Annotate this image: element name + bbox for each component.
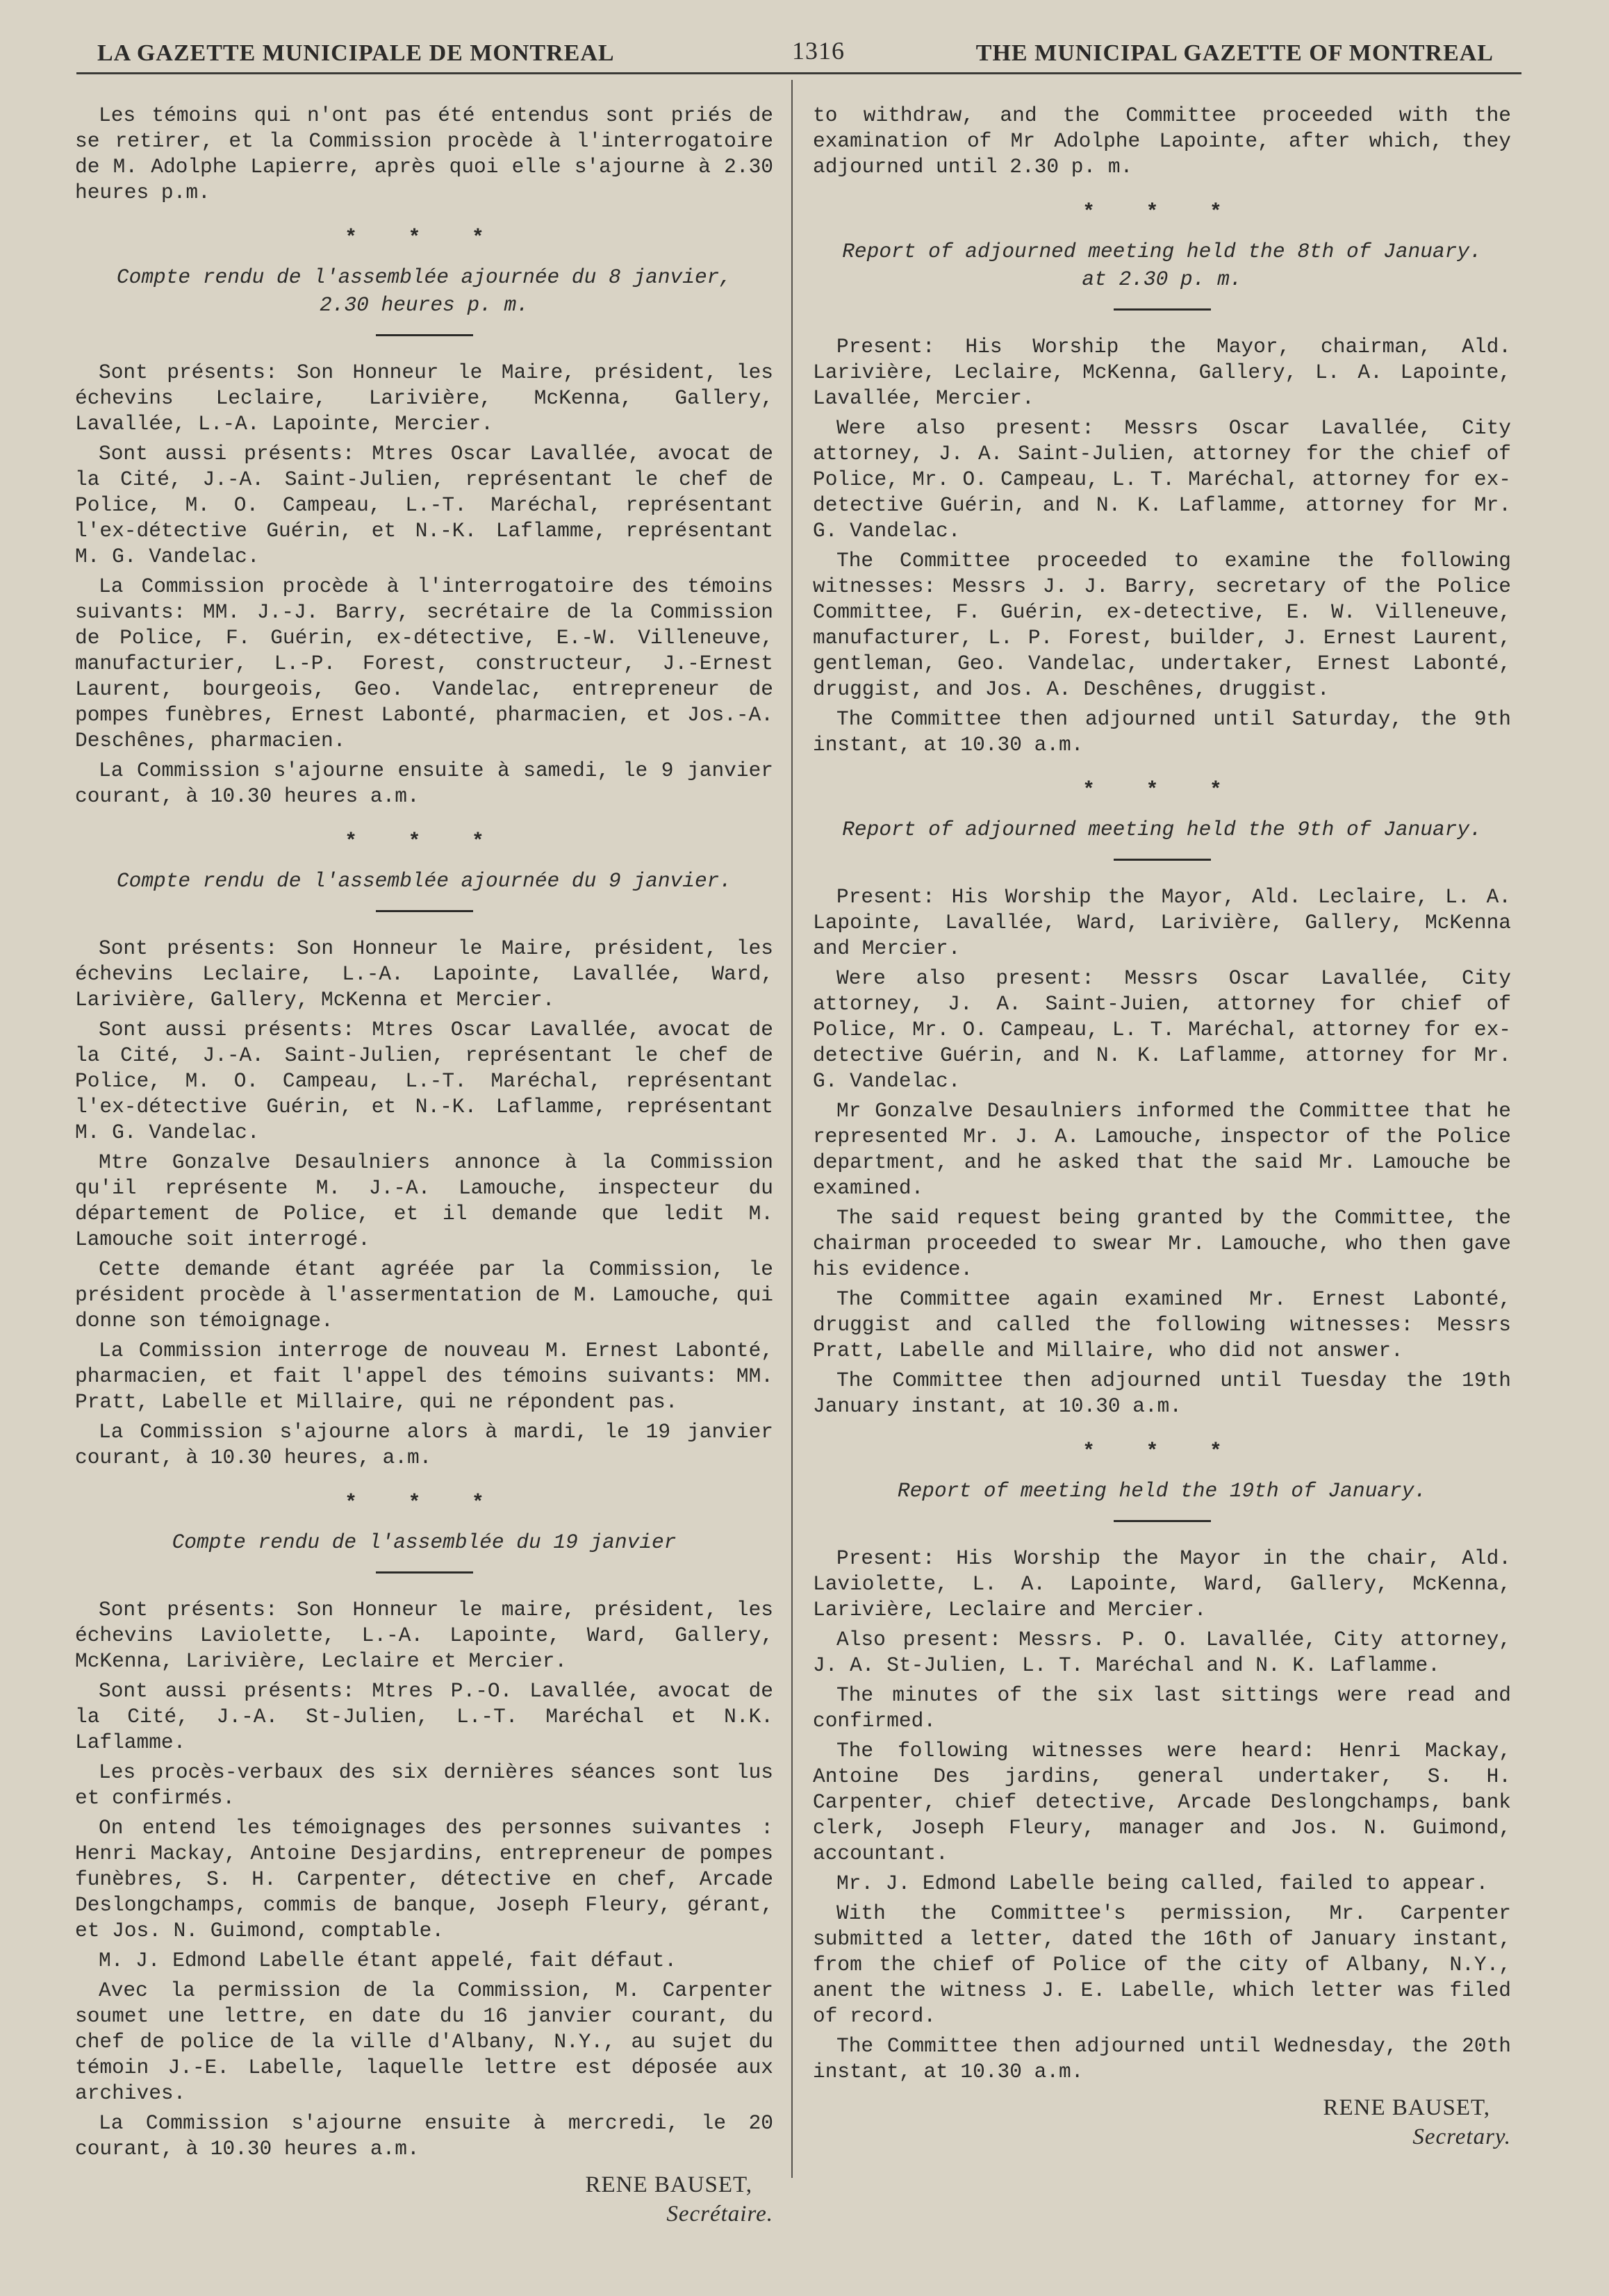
fr-paragraph: Sont aussi présents: Mtres Oscar Lavallée, avocat de la Cité, J.-A. Saint-Julien, représentant le chef de Police, M. O. Campeau, L.-T. Maréchal, représentant l'ex-détective Guérin, et N.-K. Laflamme, représentant M. G. Vandelac.: [75, 442, 773, 568]
section-separator: * * *: [345, 829, 504, 853]
title-rule: [376, 1571, 473, 1574]
fr-paragraph: Avec la permission de la Commission, M. Carpenter soumet une lettre, en date du 16 janvier courant, du chef de police de la ville d'Albany, N.Y., au sujet du témoin J.-E. Labelle, laquelle lettre est déposée aux archives.: [75, 1979, 773, 2105]
title-rule: [1114, 859, 1211, 861]
fr-section-title-9-jan: Compte rendu de l'assemblée ajournée du 9 janvier.: [116, 869, 732, 893]
header-title-french: LA GAZETTE MUNICIPALE DE MONTREAL: [97, 40, 615, 66]
en-section-title-9-jan: Report of adjourned meeting held the 9th of January.: [842, 818, 1482, 841]
en-paragraph: The Committee then adjourned until Wednesday, the 20th instant, at 10.30 a.m.: [813, 2034, 1511, 2083]
en-paragraph: Present: His Worship the Mayor, chairman, Ald. Larivière, Leclaire, McKenna, Gallery, L. A. Lapointe, Lavallée, Mercier.: [813, 335, 1511, 410]
en-paragraph: The Committee then adjourned until Tuesday the 19th January instant, at 10.30 a.m.: [813, 1369, 1511, 1418]
section-separator: * * *: [1082, 200, 1241, 224]
page-number: 1316: [792, 37, 845, 65]
en-section-title-19-jan: Report of meeting held the 19th of January.: [897, 1479, 1427, 1503]
section-separator: * * *: [1082, 1439, 1241, 1463]
section-separator: * * *: [345, 226, 504, 249]
fr-paragraph: Cette demande étant agréée par la Commission, le président procède à l'assermentation de M. Lamouche, qui donne son témoignage.: [75, 1257, 773, 1332]
title-rule: [376, 910, 473, 912]
title-rule: [1114, 308, 1211, 311]
fr-paragraph: Sont présents: Son Honneur le Maire, président, les échevins Leclaire, L.-A. Lapointe, Lavallée, Ward, Larivière, Gallery, McKenna et Mercier.: [75, 936, 773, 1011]
fr-paragraph: La Commission procède à l'interrogatoire des témoins suivants: MM. J.-J. Barry, secrétaire de la Commission de Police, F. Guérin, ex-détective, E.-W. Villeneuve, manufacturier, L.-P. Forest, constructeur, J.-Ernest Laurent, bourgeois, Geo. Vandelac, entrepreneur de pompes funèbres, Ernest Labonté, pharmacien, et Jos.-A. Deschênes, pharmacien.: [75, 575, 773, 752]
fr-paragraph: La Commission s'ajourne ensuite à mercredi, le 20 courant, à 10.30 heures a.m.: [75, 2111, 773, 2161]
fr-section-title-8-jan: Compte rendu de l'assemblée ajournée du 8 janvier, 2.30 heures p. m.: [116, 265, 732, 317]
en-paragraph: Present: His Worship the Mayor, Ald. Leclaire, L. A. Lapointe, Lavallée, Ward, Larivière, Gallery, McKenna and Mercier.: [813, 885, 1511, 960]
en-paragraph: Mr Gonzalve Desaulniers informed the Committee that he represented Mr. J. A. Lamouche, inspector of the Police department, and he asked that the said Mr. Lamouche be examined.: [813, 1099, 1511, 1200]
column-divider: [791, 80, 793, 2178]
fr-paragraph: La Commission s'ajourne alors à mardi, le 19 janvier courant, à 10.30 heures, a.m.: [75, 1420, 773, 1469]
french-column: [75, 103, 773, 2229]
fr-paragraph: Sont aussi présents: Mtres P.-O. Lavallée, avocat de la Cité, J.-A. St-Julien, L.-T. Maréchal et N.K. Laflamme.: [75, 1679, 773, 1754]
signature-role: Secretary.: [1412, 2124, 1511, 2149]
en-paragraph: With the Committee's permission, Mr. Carpenter submitted a letter, dated the 16th of January instant, from the chief of Police of the city of Albany, N.Y., anent the witness J. E. Labelle, which letter was filed of record.: [813, 1901, 1511, 2028]
fr-paragraph: Sont présents: Son Honneur le Maire, président, les échevins Leclaire, Larivière, McKenna, Gallery, Lavallée, L.-A. Lapointe, Mercier.: [75, 361, 773, 436]
en-paragraph: The Committee proceeded to examine the following witnesses: Messrs J. J. Barry, secretary of the Police Committee, F. Guérin, ex-detective, E. W. Villeneuve, manufacturer, L. P. Forest, builder, J. Ernest Laurent, gentleman, Geo. Vandelac, undertaker, Ernest Labonté, druggist, and Jos. A. Deschênes, druggist.: [813, 549, 1511, 701]
en-paragraph: Mr. J. Edmond Labelle being called, failed to appear.: [836, 1872, 1489, 1895]
fr-paragraph: On entend les témoignages des personnes suivantes : Henri Mackay, Antoine Desjardins, entrepreneur de pompes funèbres, S. H. Carpenter, détective en chef, Arcade Deslongchamps, commis de banque, Joseph Fleury, gérant, et Jos. N. Guimond, comptable.: [75, 1816, 773, 1942]
header-title-english: THE MUNICIPAL GAZETTE OF MONTREAL: [975, 40, 1494, 66]
fr-paragraph: La Commission s'ajourne ensuite à samedi, le 9 janvier courant, à 10.30 heures a.m.: [75, 759, 773, 808]
en-paragraph: The following witnesses were heard: Henri Mackay, Antoine Des jardins, general undertaker, S. H. Carpenter, chief detective, Arcade Deslongchamps, bank clerk, Joseph Fleury, manager and Jos. N. Guimond, accountant.: [813, 1739, 1511, 1865]
en-paragraph: Present: His Worship the Mayor in the chair, Ald. Laviolette, L. A. Lapointe, Ward, Gallery, McKenna, Larivière, Leclaire and Mercier.: [813, 1546, 1511, 1621]
fr-signature: [75, 2170, 773, 2229]
section-separator: * * *: [1082, 778, 1241, 802]
fr-paragraph: Sont aussi présents: Mtres Oscar Lavallée, avocat de la Cité, J.-A. Saint-Julien, représentant le chef de Police, M. O. Campeau, L.-T. Maréchal, représentant l'ex-détective Guérin, et N.-K. Laflamme, représentant M. G. Vandelac.: [75, 1018, 773, 1144]
english-column: [813, 103, 1511, 2152]
en-paragraph: The Committee then adjourned until Saturday, the 9th instant, at 10.30 a.m.: [813, 707, 1511, 757]
en-paragraph: Were also present: Messrs Oscar Lavallée, City attorney, J. A. Saint-Juien, attorney for chief of Police, Mr. O. Campeau, L. T. Maréchal, attorney for ex-detective Guérin, and N. K. Laflamme, attorney for Mr. G. Vandelac.: [813, 966, 1511, 1093]
en-signature: [813, 2093, 1511, 2152]
fr-paragraph: M. J. Edmond Labelle étant appelé, fait défaut.: [99, 1949, 677, 1972]
signature-role: Secrétaire.: [666, 2202, 773, 2227]
fr-paragraph: Sont présents: Son Honneur le maire, président, les échevins Laviolette, L.-A. Lapointe, Ward, Gallery, McKenna, Larivière, Leclaire et Mercier.: [75, 1598, 773, 1673]
en-paragraph: The minutes of the six last sittings were read and confirmed.: [813, 1683, 1511, 1733]
en-paragraph: The said request being granted by the Committee, the chairman proceeded to swear Mr. Lamouche, who then gave his evidence.: [813, 1206, 1511, 1281]
fr-paragraph: Mtre Gonzalve Desaulniers annonce à la Commission qu'il représente M. J.-A. Lamouche, inspecteur du département de Police, et il demande que ledit M. Lamouche soit interrogé.: [75, 1150, 773, 1251]
title-rule: [1114, 1520, 1211, 1522]
en-section-title-8-jan: Report of adjourned meeting held the 8th of January. at 2.30 p. m.: [842, 240, 1482, 291]
running-header: [97, 36, 1494, 72]
en-continuation: to withdraw, and the Committee proceeded with the examination of Mr Adolphe Lapointe, after which, they adjourned until 2.30 p. m.: [813, 104, 1511, 179]
fr-continuation: Les témoins qui n'ont pas été entendus sont priés de se retirer, et la Commission procède à l'interrogatoire de M. Adolphe Lapierre, après quoi elle s'ajourne à 2.30 heures p.m.: [75, 104, 773, 204]
fr-section-title-19-jan: Compte rendu de l'assemblée du 19 janvier: [172, 1530, 677, 1554]
en-paragraph: The Committee again examined Mr. Ernest Labonté, druggist and called the following witnesses: Messrs Pratt, Labelle and Millaire, who did not answer.: [813, 1287, 1511, 1362]
title-rule: [376, 334, 473, 336]
signature-name: RENE BAUSET,: [585, 2172, 752, 2197]
signature-name: RENE BAUSET,: [1323, 2095, 1490, 2120]
header-rule: [76, 72, 1521, 74]
fr-paragraph: La Commission interroge de nouveau M. Ernest Labonté, pharmacien, et fait l'appel des témoins suivants: MM. Pratt, Labelle et Millaire, qui ne répondent pas.: [75, 1339, 773, 1414]
en-paragraph: Were also present: Messrs Oscar Lavallée, City attorney, J. A. Saint-Julien, attorney for the chief of Police, Mr. O. Campeau, L. T. Maréchal, attorney for ex-detective Guérin, and N. K. Laflamme, attorney for Mr. G. Vandelac.: [813, 416, 1511, 543]
fr-paragraph: Les procès-verbaux des six dernières séances sont lus et confirmés.: [75, 1760, 773, 1810]
section-separator: * * *: [345, 1491, 504, 1514]
en-paragraph: Also present: Messrs. P. O. Lavallée, City attorney, J. A. St-Julien, L. T. Maréchal and N. K. Laflamme.: [813, 1628, 1511, 1677]
